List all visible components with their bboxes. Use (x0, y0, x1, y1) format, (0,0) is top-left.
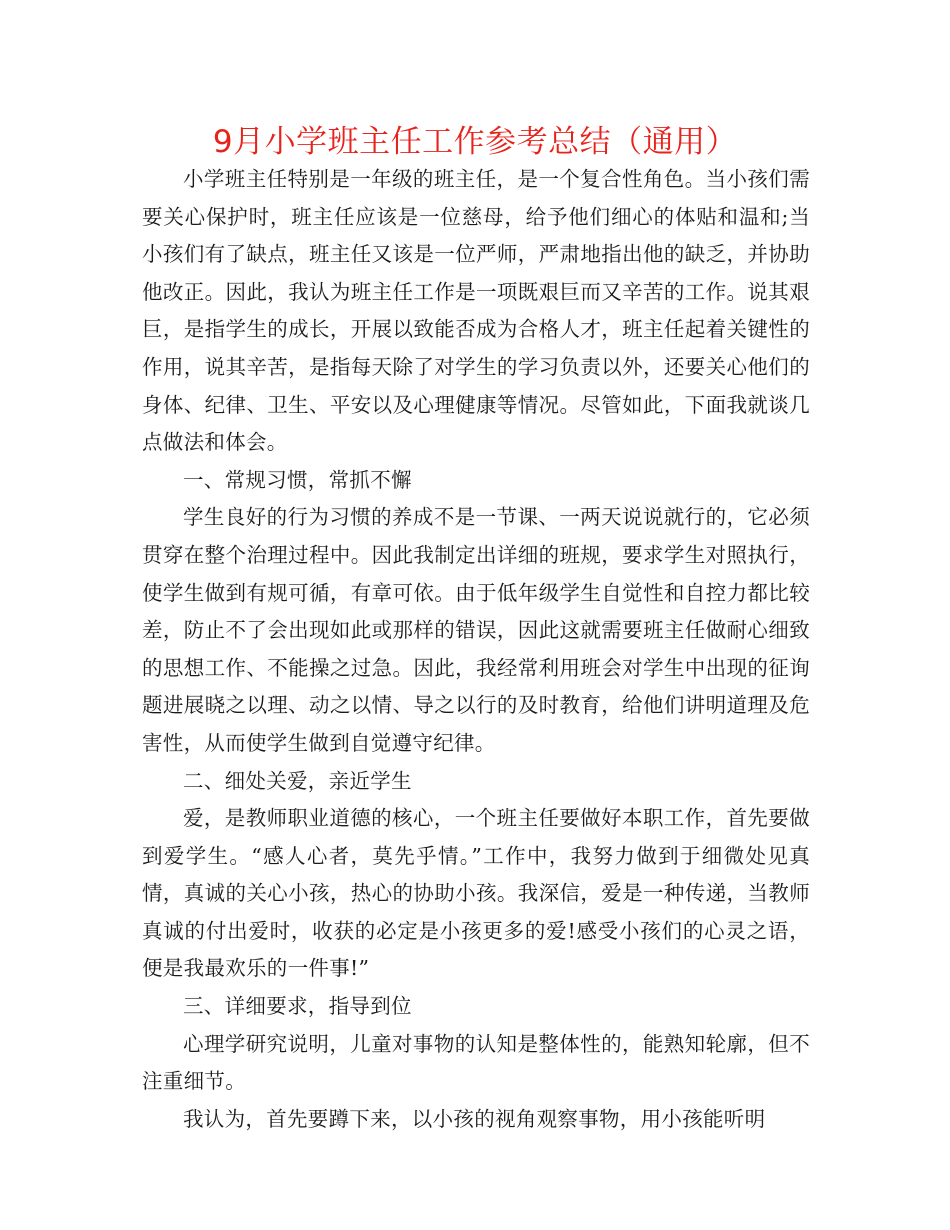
paragraph-section-3b: 我认为，首先要蹲下来，以小孩的视角观察事物，用小孩能听明 (183, 1106, 766, 1131)
paragraph-section-3a: 心理学研究说明，儿童对事物的认知是整体性的，能熟知轮廓，但不注重细节。 (142, 1031, 810, 1094)
document-title: 9月小学班主任工作参考总结（通用） (212, 124, 738, 160)
paragraph-intro: 小学班主任特别是一年级的班主任，是一个复合性角色。当小孩们需要关心保护时，班主任应该是一位慈母，给予他们细心的体贴和温和;当小孩们有了缺点，班主任又该是一位严师，严肃地指出他的缺乏，并协助他改正。因此，我认为班主任工作是一项既艰巨而又辛苦的工作。说其艰巨，是指学生的成长，开展以致能否成为合格人才，班主任起着关键性的作用，说其辛苦，是指每天除了对学生的学习负责以外，还要关心他们的身体、纪律、卫生、平安以及心理健康等情况。尽管如此，下面我就谈几点做法和体会。 (142, 167, 810, 455)
section-heading-2: 二、细处关爱，亲近学生 (183, 768, 412, 793)
section-heading-1: 一、常规习惯，常抓不懈 (183, 467, 412, 492)
section-heading-3: 三、详细要求，指导到位 (183, 994, 412, 1019)
paragraph-section-1: 学生良好的行为习惯的养成不是一节课、一两天说说就行的，它必须贯穿在整个治理过程中。因此我制定出详细的班规，要求学生对照执行，使学生做到有规可循，有章可依。由于低年级学生自觉性和自控力都比较差，防止不了会出现如此或那样的错误，因此这就需要班主任做耐心细致的思想工作、不能操之过急。因此，我经常利用班会对学生中出现的征询题进展晓之以理、动之以情、导之以行的及时教育，给他们讲明道理及危害性，从而使学生做到自觉遵守纪律。 (142, 505, 810, 755)
document-body (142, 161, 810, 1138)
paragraph-section-2: 爱，是教师职业道德的核心，一个班主任要做好本职工作，首先要做到爱学生。“感人心者，莫先乎情。”工作中，我努力做到于细微处见真情，真诚的关心小孩，热心的协助小孩。我深信，爱是一种传递，当教师真诚的付出爱时，收获的必定是小孩更多的爱!感受小孩们的心灵之语，便是我最欢乐的一件事!” (142, 806, 810, 981)
